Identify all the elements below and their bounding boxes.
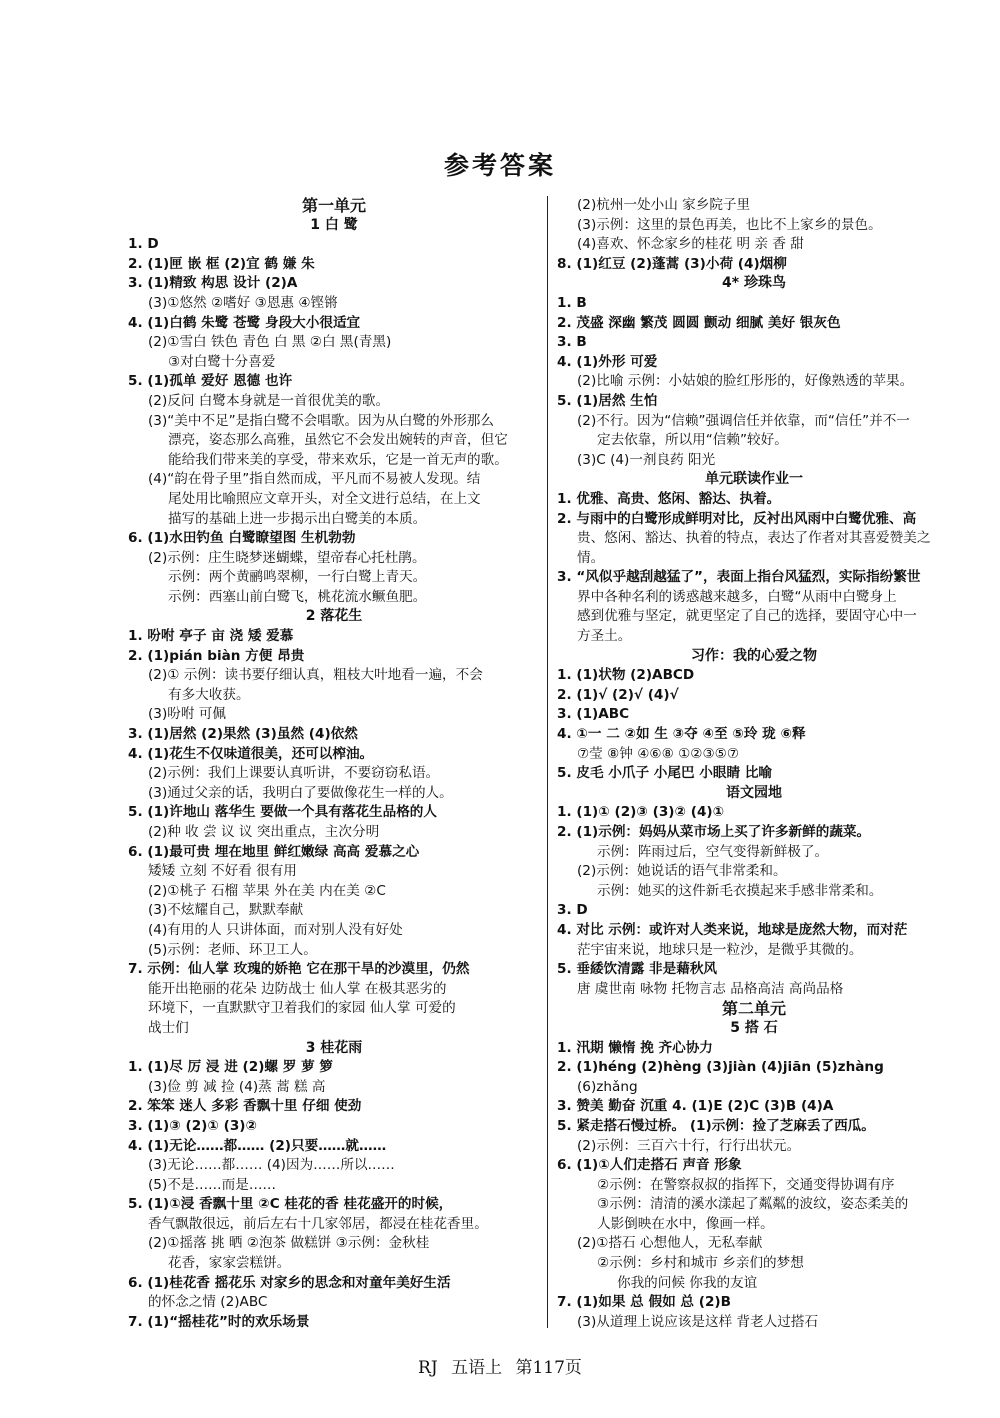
- answer-line: ③示例：清清的溪水漾起了粼粼的波纹，姿态柔美的: [597, 1196, 909, 1213]
- answer-line: 6. (1)①人们走搭石 声音 形象: [557, 1157, 742, 1174]
- section-heading: 2 落花生: [305, 608, 363, 625]
- answer-line: 漂亮，姿态那么高雅，虽然它不会发出婉转的声音，但它: [168, 432, 508, 449]
- answer-line: 人影倒映在水中，像画一样。: [597, 1215, 774, 1232]
- section-heading: 第一单元: [301, 196, 366, 215]
- answer-line: (2)①雪白 铁色 青色 白 黑 ②白 黑(青黑): [148, 334, 392, 351]
- section-heading: 1 白 鹭: [310, 216, 358, 233]
- answer-line: 1. (1)① (2)③ (3)② (4)①: [557, 804, 725, 821]
- answer-line: 贵、悠闲、豁达、执着的特点，表达了作者对其喜爱赞美之: [577, 530, 931, 547]
- answer-line: 4. 对比 示例：或许对人类来说，地球是庞然大物，而对茫: [557, 921, 908, 938]
- answer-line: (4)喜欢、怀念家乡的桂花 明 亲 香 甜: [577, 236, 804, 253]
- section-heading: 单元联读作业一: [705, 471, 803, 488]
- section-heading: 3 桂花雨: [305, 1039, 363, 1056]
- answer-line: (2)杭州一处小山 家乡院子里: [577, 197, 751, 213]
- answer-line: 5. 紧走搭石慢过桥。 (1)示例：捡了芝麻丢了西瓜。: [557, 1117, 875, 1134]
- answer-line: 3. (1)精致 构思 设计 (2)A: [128, 275, 298, 292]
- answer-line: 能开出艳丽的花朵 边防战士 仙人掌 在极其恶劣的: [148, 980, 447, 997]
- answer-line: 1. 吩咐 亭子 亩 浇 矮 爱慕: [128, 628, 294, 645]
- answer-line: (4)有用的人 只讲体面，而对别人没有好处: [148, 921, 403, 938]
- column-divider: [547, 196, 548, 1328]
- answer-line: 5. (1)孤单 爱好 恩德 也许: [128, 373, 293, 390]
- answer-line: 2. 笨笨 迷人 多彩 香飘十里 仔细 使劲: [128, 1098, 362, 1115]
- answer-line: 7. (1)“摇桂花”时的欢乐场景: [128, 1313, 310, 1330]
- answer-line: 6. (1)水田钓鱼 白鹭瞭望图 生机勃勃: [128, 530, 356, 547]
- answer-line: 示例：阵雨过后，空气变得新鲜极了。: [597, 843, 829, 860]
- answer-line: (2)① 示例：读书要仔细认真，粗枝大叶地看一遍，不会: [148, 667, 483, 684]
- right-column: [557, 196, 951, 1332]
- answer-line: (6)zhǎng: [577, 1078, 638, 1095]
- answer-line: 4. (1)白鹤 朱鹭 苍鹭 身段大小很适宜: [128, 314, 361, 331]
- answer-line: 6. (1)最可贵 埋在地里 鲜红嫩绿 高高 爱慕之心: [128, 843, 420, 860]
- answer-line: (5)不是……而是……: [148, 1176, 277, 1193]
- answer-line: 4. (1)无论……都…… (2)只要……就……: [128, 1137, 387, 1154]
- answer-line: 3. (1)③ (2)① (3)②: [128, 1117, 258, 1134]
- section-heading: 5 搭 石: [730, 1019, 778, 1036]
- answer-line: 唐 虞世南 咏物 托物言志 品格高洁 高尚品格: [577, 980, 844, 997]
- answer-line: 定去依靠，所以用“信赖”较好。: [597, 432, 788, 449]
- answer-line: 3. (1)居然 (2)果然 (3)虽然 (4)依然: [128, 726, 358, 743]
- answer-line: 3. B: [557, 334, 587, 351]
- answer-line: 茫宇宙来说，地球只是一粒沙，是微乎其微的。: [577, 941, 863, 958]
- answer-line: 5. (1)①浸 香飘十里 ②C 桂花的香 桂花盛开的时候，: [128, 1196, 453, 1213]
- answer-line: 5. (1)许地山 落华生 要做一个具有落花生品格的人: [128, 804, 437, 821]
- answer-line: 7. (1)如果 总 假如 总 (2)B: [557, 1294, 731, 1311]
- answer-line: 2. (1)示例：妈妈从菜市场上买了许多新鲜的蔬菜。: [557, 824, 871, 840]
- answer-line: (4)“韵在骨子里”指自然而成，平凡而不易被人发现。结: [148, 471, 481, 488]
- answer-line: 情。: [577, 549, 605, 566]
- answer-line: 的怀念之情 (2)ABC: [148, 1294, 268, 1311]
- answer-line: 感到优雅与坚定，就更坚定了自己的选择，要固守心中一: [577, 608, 917, 625]
- answer-line: 描写的基础上进一步揭示出白鹭美的本质。: [168, 510, 427, 527]
- answer-line: 5. (1)居然 生怕: [557, 392, 658, 409]
- footer-edition: RJ: [418, 1358, 438, 1378]
- answer-line: 1. 汛期 懒惰 挽 齐心协力: [557, 1039, 713, 1056]
- answer-line: ②示例：乡村和城市 乡亲们的梦想: [597, 1255, 804, 1272]
- left-column: [128, 196, 540, 1332]
- answer-line: 界中各种名利的诱惑越来越多，白鹭“从雨中白鹭身上: [577, 588, 897, 605]
- answer-line: 6. (1)桂花香 摇花乐 对家乡的思念和对童年美好生活: [128, 1274, 451, 1291]
- answer-line: 2. (1)√ (2)√ (4)√: [557, 686, 679, 703]
- answer-line: 尾处用比喻照应文章开头，对全文进行总结，在上文: [168, 490, 481, 507]
- section-heading: 第二单元: [721, 999, 786, 1019]
- answer-line: 示例：西塞山前白鹭飞，桃花流水鳜鱼肥。: [168, 588, 427, 605]
- answer-line: 2. (1)héng (2)hèng (3)jiàn (4)jiān (5)zhàng: [557, 1059, 884, 1076]
- answer-line: (2)①摇落 挑 晒 ②泡茶 做糕饼 ③示例：金秋桂: [148, 1235, 430, 1252]
- answer-line: 7. 示例：仙人掌 玫瑰的娇艳 它在那干旱的沙漠里，仍然: [128, 961, 470, 978]
- answer-line: (2)示例：庄生晓梦迷蝴蝶，望帝春心托杜鹃。: [148, 549, 426, 566]
- answer-line: (3)无论……都…… (4)因为……所以……: [148, 1157, 395, 1174]
- answer-line: 3. (1)ABC: [557, 706, 630, 723]
- answer-line: 方圣土。: [577, 628, 632, 645]
- answer-line: ②示例：在警察叔叔的指挥下，交通变得协调有序: [597, 1176, 895, 1193]
- section-heading: 语文园地: [726, 784, 782, 801]
- answer-line: (2)种 收 尝 议 议 突出重点，主次分明: [148, 824, 380, 840]
- answer-line: 8. (1)红豆 (2)蓬蒿 (3)小荷 (4)烟柳: [557, 255, 787, 272]
- answer-line: 1. B: [557, 294, 587, 311]
- answer-line: 3. “风似乎越刮越猛了”，表面上指台风猛烈，实际指纷繁世: [557, 569, 921, 586]
- answer-line: (2)示例：我们上课要认真听讲，不要窃窃私语。: [148, 765, 440, 782]
- footer-subject: 五语上: [451, 1358, 503, 1378]
- answer-line: 4. (1)花生不仅味道很美，还可以榨油。: [128, 745, 374, 762]
- answer-line: 战士们: [148, 1019, 189, 1036]
- answer-line: 1. D: [128, 236, 159, 253]
- answer-line: (2)①桃子 石榴 苹果 外在美 内在美 ②C: [148, 882, 386, 899]
- answer-line: ⑦莹 ⑧钟 ④⑥⑧ ①②③⑤⑦: [577, 745, 740, 762]
- answer-line: (3)①悠然 ②嗜好 ③恩惠 ④铿锵: [148, 294, 338, 311]
- answer-line: (2)示例：三百六十行，行行出状元。: [577, 1137, 801, 1154]
- answer-line: 2. (1)pián biàn 方便 昂贵: [128, 647, 305, 664]
- answer-line: (2)反问 白鹭本身就是一首很优美的歌。: [148, 392, 390, 409]
- answer-line: 5. 皮毛 小爪子 小尾巴 小眼睛 比喻: [557, 765, 773, 782]
- section-heading: 4* 珍珠鸟: [722, 275, 786, 292]
- answer-line: 环境下，一直默默守卫着我们的家园 仙人掌 可爱的: [148, 1000, 456, 1017]
- answer-line: 香气飘散很远，前后左右十几家邻居，都浸在桂花香里。: [148, 1215, 488, 1232]
- answer-line: 2. 与雨中的白鹭形成鲜明对比，反衬出风雨中白鹭优雅、高: [557, 510, 917, 527]
- answer-line: 4. ①一 二 ②如 生 ③夺 ④至 ⑤玲 珑 ⑥释: [557, 726, 806, 743]
- answer-line: 1. 优雅、高贵、悠闲、豁达、执着。: [557, 490, 781, 507]
- answer-line: (2)不行。因为“信赖”强调信任并依靠，而“信任”并不一: [577, 412, 910, 429]
- answer-line: 2. 茂盛 深幽 繁茂 圆圆 颤动 细腻 美好 银灰色: [557, 314, 841, 331]
- answer-line: 能给我们带来美的享受，带来欢乐，它是一首无声的歌。: [168, 451, 508, 468]
- answer-line: 示例：她买的这件新毛衣摸起来手感非常柔和。: [597, 882, 883, 899]
- page-title: 参考答案: [443, 151, 556, 180]
- answer-line: 4. (1)外形 可爱: [557, 353, 658, 370]
- answer-line: (2)①搭石 心想他人，无私奉献: [577, 1235, 763, 1252]
- answer-line: (3)吩咐 可佩: [148, 706, 226, 723]
- answer-line: (3)示例：这里的景色再美，也比不上家乡的景色。: [577, 216, 882, 233]
- answer-line: (3)不炫耀自己，默默奉献: [148, 902, 304, 919]
- answer-line: (2)示例：她说话的语气非常柔和。: [577, 863, 787, 880]
- answer-line: (3)通过父亲的话，我明白了要做像花生一样的人。: [148, 784, 453, 801]
- answer-line: (3)从道理上说应该是这样 背老人过搭石: [577, 1313, 819, 1330]
- answer-line: 1. (1)尽 厉 浸 进 (2)螺 罗 萝 箩: [128, 1059, 334, 1076]
- answer-line: 示例：两个黄鹂鸣翠柳，一行白鹭上青天。: [168, 569, 427, 586]
- answer-line: (3)“美中不足”是指白鹭不会唱歌。因为从白鹭的外形那么: [148, 412, 494, 429]
- answer-line: ③对白鹭十分喜爱: [168, 353, 276, 370]
- answer-line: 有多大收获。: [168, 686, 250, 703]
- answer-line: 你我的问候 你我的友谊: [617, 1274, 758, 1291]
- footer-page-number: 第117页: [515, 1358, 582, 1378]
- answer-line: (2)比喻 示例：小姑娘的脸红彤彤的，好像熟透的苹果。: [577, 373, 914, 390]
- answer-line: 3. 赞美 勤奋 沉重 4. (1)E (2)C (3)B (4)A: [557, 1098, 834, 1115]
- answer-line: 1. (1)状物 (2)ABCD: [557, 667, 695, 684]
- answer-line: 3. D: [557, 902, 588, 919]
- answer-line: (5)示例：老师、环卫工人。: [148, 941, 317, 958]
- answer-line: (3)C (4)一剂良药 阳光: [577, 451, 716, 468]
- answer-line: 矮矮 立刻 不好看 很有用: [148, 863, 297, 880]
- section-heading: 习作：我的心爱之物: [691, 647, 817, 664]
- answer-line: 2. (1)匣 嵌 框 (2)宜 鹤 嫌 朱: [128, 255, 315, 272]
- page-footer: [0, 1353, 1000, 1378]
- answer-line: 花香，家家尝糕饼。: [168, 1255, 291, 1272]
- answer-line: 5. 垂緌饮清露 非是藉秋风: [557, 961, 718, 978]
- answer-line: (3)俭 剪 减 捡 (4)蒸 蒿 糕 高: [148, 1078, 326, 1095]
